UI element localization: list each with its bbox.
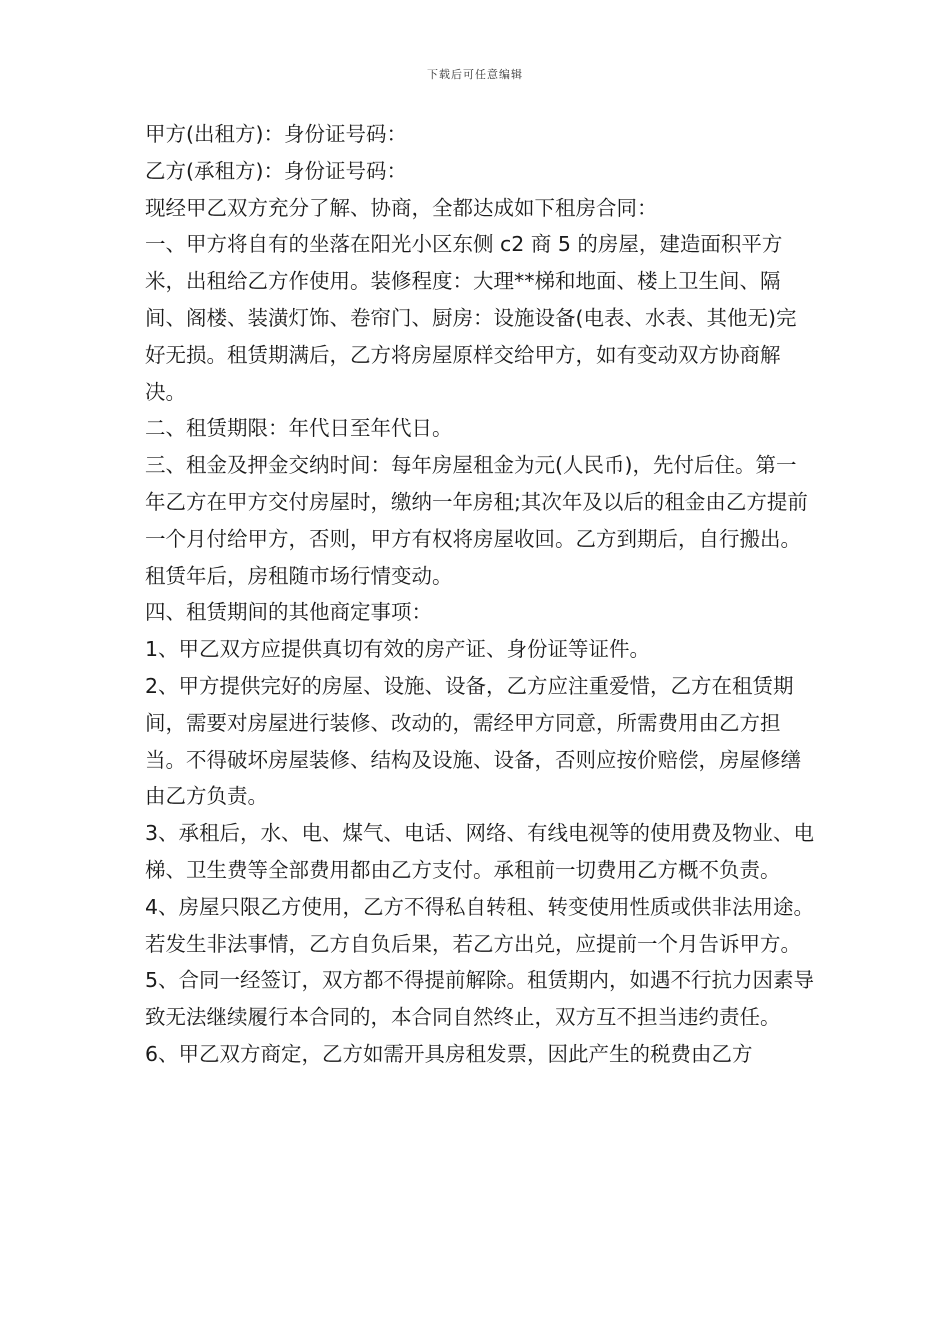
paragraph-item-2: 2、甲方提供完好的房屋、设施、设备，乙方应注重爱惜，乙方在租赁期间，需要对房屋进行装修、改动的，需经甲方同意，所需费用由乙方担当。不得破坏房屋装修、结构及设施、设备，否则应按价赔偿，房屋修缮由乙方负责。 [145,673,801,809]
paragraph-item-5: 5、合同一经签订，双方都不得提前解除。租赁期内，如遇不行抗力因素导致无法继续履行本合同的，本合同自然终止，双方互不担当违约责任。 [145,968,815,1030]
contract-body [145,116,815,1073]
paragraph-item-6: 6、甲乙双方商定，乙方如需开具房租发票，因此产生的税费由乙方 [145,1041,753,1066]
paragraph-clause-1: 一、甲方将自有的坐落在阳光小区东侧 c2 商 5 的房屋，建造面积平方米，出租给乙方作使用。装修程度：大理**梯和地面、楼上卫生间、隔间、阁楼、装潢灯饰、卷帘门、厨房：设施设备(电表、水表、其他无)完好无损。租赁期满后，乙方将房屋原样交给甲方，如有变动双方协商解决。 [145,232,797,404]
paragraph-clause-4: 四、租赁期间的其他商定事项： [145,600,432,625]
page-header: 下载后可任意编辑 [427,68,523,81]
paragraph-lessor: 甲方(出租方)：身份证号码： [145,122,407,146]
paragraph-clause-3: 三、租金及押金交纳时间：每年房屋租金为元(人民币)，先付后住。第一年乙方在甲方交付房屋时，缴纳一年房租;其次年及以后的租金由乙方提前一个月付给甲方，否则，甲方有权将房屋收回。乙方到期后，自行搬出。租赁年后，房租随市场行情变动。 [145,453,808,588]
paragraph-clause-2: 二、租赁期限：年代日至年代日。 [145,416,453,441]
paragraph-intro: 现经甲乙双方充分了解、协商，全都达成如下租房合同： [145,195,658,220]
paragraph-item-1: 1、甲乙双方应提供真切有效的房产证、身份证等证件。 [145,637,651,662]
paragraph-lessee: 乙方(承租方)：身份证号码： [145,158,407,183]
paragraph-item-3: 3、承租后，水、电、煤气、电话、网络、有线电视等的使用费及物业、电梯、卫生费等全部费用都由乙方支付。承租前一切费用乙方概不负责。 [145,821,815,882]
paragraph-item-4: 4、房屋只限乙方使用，乙方不得私自转租、转变使用性质或供非法用途。若发生非法事情，乙方自负后果，若乙方出兑，应提前一个月告诉甲方。 [145,894,815,956]
